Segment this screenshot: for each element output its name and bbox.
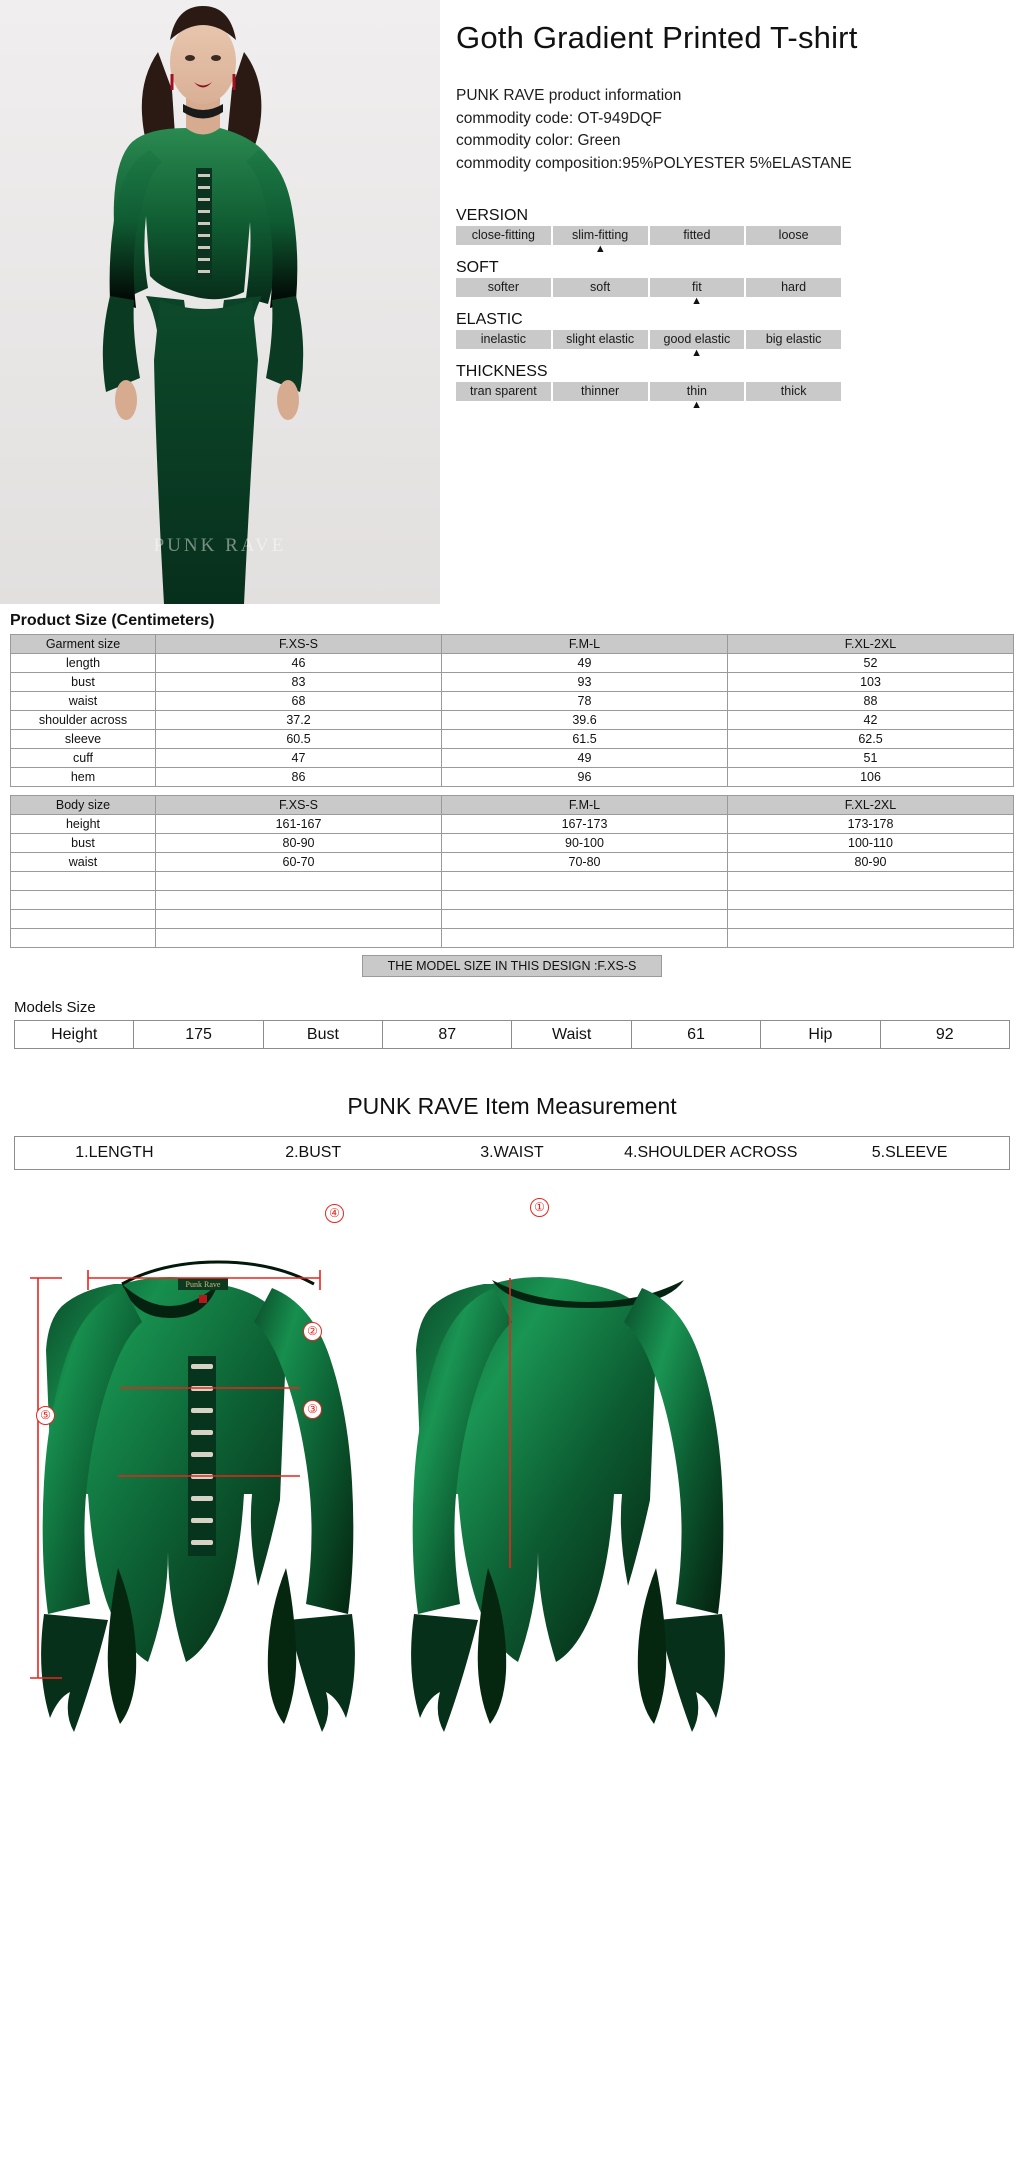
attribute-thickness-option-3[interactable]: thick <box>746 382 841 401</box>
attribute-elastic-option-0[interactable]: inelastic <box>456 330 553 349</box>
row-label <box>11 891 156 910</box>
attribute-thickness-option-2[interactable]: thin <box>650 382 747 401</box>
body-size-table <box>10 795 1014 948</box>
attribute-elastic-option-2[interactable]: good elastic <box>650 330 747 349</box>
cell: 60.5 <box>156 730 442 749</box>
technical-drawings <box>0 1188 1024 1888</box>
attribute-soft-option-0[interactable]: softer <box>456 278 553 297</box>
cell: 51 <box>728 749 1014 768</box>
attribute-elastic-options <box>456 330 841 349</box>
models-value-waist: 61 <box>631 1021 760 1049</box>
cell: 80-90 <box>156 834 442 853</box>
attribute-version-title: VERSION <box>456 207 529 224</box>
callout-4: ④ <box>325 1204 344 1223</box>
table-row <box>11 749 1014 768</box>
table-row <box>11 673 1014 692</box>
table-row <box>11 891 1014 910</box>
cell: 62.5 <box>728 730 1014 749</box>
cell <box>728 891 1014 910</box>
cell: 49 <box>442 749 728 768</box>
row-label <box>11 872 156 891</box>
cell <box>442 910 728 929</box>
cell <box>156 891 442 910</box>
commodity-composition: commodity composition:95%POLYESTER 5%ELASTANE <box>456 154 852 172</box>
table-row <box>11 815 1014 834</box>
attribute-soft-marker: ▲ <box>691 295 703 307</box>
attribute-elastic-marker-row <box>456 349 841 360</box>
attribute-version-option-3[interactable]: loose <box>746 226 841 245</box>
attribute-elastic <box>456 311 1010 360</box>
body-header-3: F.XL-2XL <box>728 796 1014 815</box>
models-label-hip: Hip <box>761 1021 880 1049</box>
table-row <box>11 834 1014 853</box>
cell: 100-110 <box>728 834 1014 853</box>
attribute-version-marker: ▲ <box>594 243 606 255</box>
body-header-0: Body size <box>11 796 156 815</box>
cell: 70-80 <box>442 853 728 872</box>
cell: 47 <box>156 749 442 768</box>
product-header-section <box>0 0 1024 604</box>
garment-header-3: F.XL-2XL <box>728 635 1014 654</box>
cell: 90-100 <box>442 834 728 853</box>
attribute-soft-marker-row <box>456 297 841 308</box>
table-row <box>15 1021 1010 1049</box>
cell <box>728 872 1014 891</box>
garment-header-1: F.XS-S <box>156 635 442 654</box>
info-heading: PUNK RAVE product information <box>456 87 682 104</box>
cell: 167-173 <box>442 815 728 834</box>
cell <box>728 929 1014 948</box>
callout-5: ⑤ <box>36 1406 55 1425</box>
cell: 173-178 <box>728 815 1014 834</box>
callout-1: ① <box>530 1198 549 1217</box>
cell: 103 <box>728 673 1014 692</box>
row-label: sleeve <box>11 730 156 749</box>
row-label: height <box>11 815 156 834</box>
attribute-soft-options <box>456 278 841 297</box>
attribute-version <box>456 207 1010 256</box>
garment-header-0: Garment size <box>11 635 156 654</box>
table-row <box>11 692 1014 711</box>
attribute-soft-title: SOFT <box>456 259 499 276</box>
attribute-version-option-2[interactable]: fitted <box>650 226 747 245</box>
table-row <box>11 635 1014 654</box>
attribute-version-option-0[interactable]: close-fitting <box>456 226 553 245</box>
models-value-hip: 92 <box>880 1021 1009 1049</box>
cell <box>442 872 728 891</box>
cell: 49 <box>442 654 728 673</box>
attribute-elastic-option-3[interactable]: big elastic <box>746 330 841 349</box>
cell: 60-70 <box>156 853 442 872</box>
attribute-thickness <box>456 363 1010 412</box>
row-label: bust <box>11 834 156 853</box>
attribute-soft-option-3[interactable]: hard <box>746 278 841 297</box>
attribute-thickness-marker: ▲ <box>691 399 703 411</box>
attribute-thickness-marker-row <box>456 401 841 412</box>
cell: 83 <box>156 673 442 692</box>
cell <box>442 929 728 948</box>
callout-2: ② <box>303 1322 322 1341</box>
models-size-table <box>14 1020 1010 1049</box>
cell: 88 <box>728 692 1014 711</box>
models-label-bust: Bust <box>263 1021 382 1049</box>
row-label <box>11 929 156 948</box>
back-view-illustration <box>411 1277 725 1732</box>
row-label: hem <box>11 768 156 787</box>
body-header-2: F.M-L <box>442 796 728 815</box>
cell <box>156 872 442 891</box>
commodity-color: commodity color: Green <box>456 132 621 149</box>
cell: 52 <box>728 654 1014 673</box>
attribute-thickness-title: THICKNESS <box>456 363 548 380</box>
row-label <box>11 910 156 929</box>
table-row <box>11 654 1014 673</box>
table-row <box>11 796 1014 815</box>
product-info-lines <box>456 85 1010 175</box>
table-row <box>11 853 1014 872</box>
model-photo <box>0 0 440 604</box>
cell: 61.5 <box>442 730 728 749</box>
cell <box>442 891 728 910</box>
cell: 80-90 <box>728 853 1014 872</box>
cell: 78 <box>442 692 728 711</box>
callout-3: ③ <box>303 1400 322 1419</box>
cell: 37.2 <box>156 711 442 730</box>
models-label-waist: Waist <box>512 1021 631 1049</box>
product-size-title: Product Size (Centimeters) <box>10 612 215 629</box>
row-label: cuff <box>11 749 156 768</box>
cell <box>156 929 442 948</box>
body-header-1: F.XS-S <box>156 796 442 815</box>
cell: 86 <box>156 768 442 787</box>
attribute-scales <box>456 207 1010 412</box>
models-label-height: Height <box>15 1021 134 1049</box>
cell: 68 <box>156 692 442 711</box>
cell: 42 <box>728 711 1014 730</box>
table-row <box>11 711 1014 730</box>
table-row <box>11 872 1014 891</box>
table-row <box>11 929 1014 948</box>
measurement-title: PUNK RAVE Item Measurement <box>347 1093 677 1119</box>
attribute-elastic-marker: ▲ <box>691 347 703 359</box>
attribute-thickness-options <box>456 382 841 401</box>
row-label: waist <box>11 853 156 872</box>
cell: 46 <box>156 654 442 673</box>
measurement-item-length: 1.LENGTH <box>75 1144 154 1161</box>
row-label: length <box>11 654 156 673</box>
garment-technical-illustration <box>0 1188 1024 1888</box>
model-size-note: THE MODEL SIZE IN THIS DESIGN :F.XS-S <box>362 955 662 977</box>
page-title: Goth Gradient Printed T-shirt <box>456 20 858 55</box>
measurement-item-sleeve: 5.SLEEVE <box>871 1144 948 1161</box>
cell <box>156 910 442 929</box>
garment-size-table <box>10 634 1014 787</box>
measurement-item-shoulder: 4.SHOULDER ACROSS <box>624 1144 798 1161</box>
attribute-version-options <box>456 226 841 245</box>
measurement-legend <box>14 1136 1010 1170</box>
product-info-column <box>440 0 1024 604</box>
cell <box>728 910 1014 929</box>
model-photo-illustration <box>0 0 440 604</box>
table-row <box>11 730 1014 749</box>
attribute-version-marker-row <box>456 245 841 256</box>
attribute-version-option-1[interactable]: slim-fitting <box>553 226 650 245</box>
attribute-thickness-option-1[interactable]: thinner <box>553 382 650 401</box>
garment-header-2: F.M-L <box>442 635 728 654</box>
attribute-soft <box>456 259 1010 308</box>
attribute-elastic-title: ELASTIC <box>456 311 523 328</box>
attribute-elastic-option-1[interactable]: slight elastic <box>553 330 650 349</box>
models-size-title: Models Size <box>14 999 96 1016</box>
svg-text:Punk Rave: Punk Rave <box>185 1280 221 1289</box>
row-label: waist <box>11 692 156 711</box>
commodity-code: commodity code: OT-949DQF <box>456 109 662 127</box>
models-value-bust: 87 <box>383 1021 512 1049</box>
table-row <box>11 910 1014 929</box>
cell: 39.6 <box>442 711 728 730</box>
row-label: bust <box>11 673 156 692</box>
attribute-soft-option-1[interactable]: soft <box>553 278 650 297</box>
cell: 161-167 <box>156 815 442 834</box>
cell: 106 <box>728 768 1014 787</box>
models-value-height: 175 <box>134 1021 263 1049</box>
table-row <box>11 768 1014 787</box>
measurement-item-bust: 2.BUST <box>285 1144 342 1161</box>
attribute-soft-option-2[interactable]: fit <box>650 278 747 297</box>
photo-watermark: PUNK RAVE <box>153 535 287 556</box>
cell: 96 <box>442 768 728 787</box>
measurement-item-waist: 3.WAIST <box>480 1144 544 1161</box>
attribute-thickness-option-0[interactable]: tran sparent <box>456 382 553 401</box>
cell: 93 <box>442 673 728 692</box>
row-label: shoulder across <box>11 711 156 730</box>
